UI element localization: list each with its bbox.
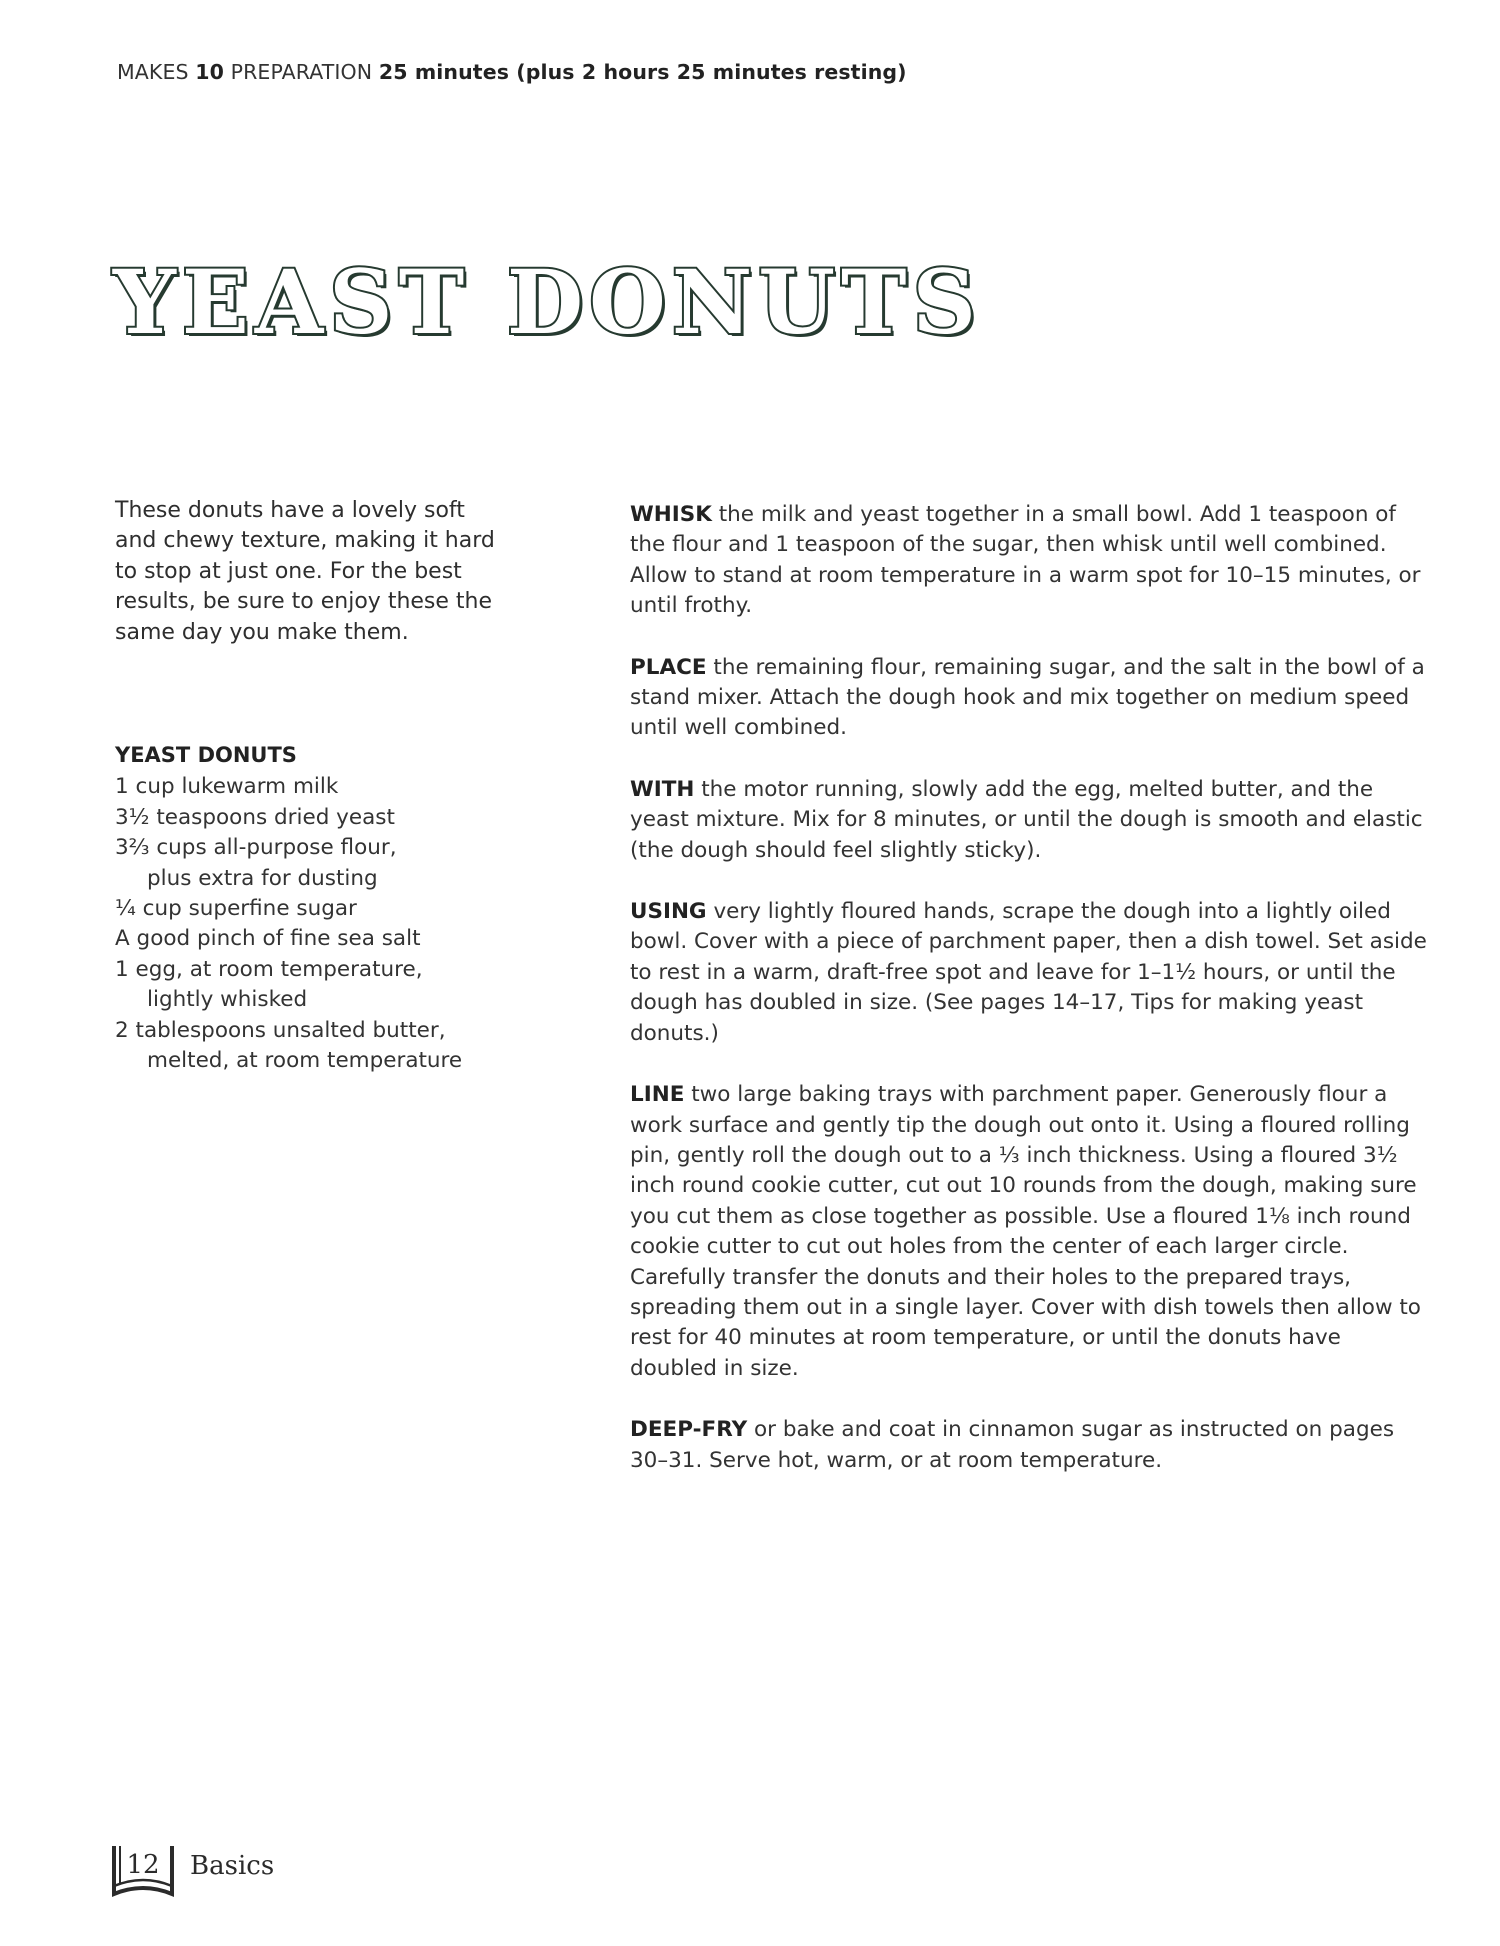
step-lead: DEEP-FRY <box>630 1417 748 1443</box>
ingredient-line: ¼ cup superfine sugar <box>115 896 357 922</box>
method-step <box>630 500 1430 622</box>
makes-label: MAKES <box>117 60 189 84</box>
method-step <box>630 897 1430 1049</box>
ingredients-heading: YEAST DONUTS <box>115 743 297 767</box>
page-footer <box>110 1842 274 1898</box>
ingredient-line: 1 egg, at room temperature, <box>115 956 423 982</box>
step-text: very lightly floured hands, scrape the dough into a lightly oiled bowl. Cover with a piece of parchment paper, then a dish towel. Set aside to rest in a warm, draft-free spot and leave for 1–1½ hours, or until the dough has doubled in size. (See pages 14–17, Tips for making yeast donuts.) <box>630 899 1427 1046</box>
recipe-intro: These donuts have a lovely soft and chewy texture, making it hard to stop at just one. For the best results, be sure to enjoy these the same day you make them. <box>115 498 495 645</box>
section-name: Basics <box>190 1851 275 1881</box>
step-text: or bake and coat in cinnamon sugar as instructed on pages 30–31. Serve hot, warm, or at room temperature. <box>630 1417 1395 1473</box>
recipe-title: YEAST DONUTS <box>113 250 983 354</box>
method-step <box>630 653 1430 744</box>
prep-label: PREPARATION <box>230 60 373 84</box>
ingredient-line: 1 cup lukewarm milk <box>115 774 339 800</box>
step-lead: LINE <box>630 1082 685 1108</box>
step-lead: PLACE <box>630 654 707 680</box>
ingredient-line: melted, at room temperature <box>147 1048 463 1074</box>
ingredient-line: lightly whisked <box>147 987 308 1013</box>
method-step <box>630 1415 1430 1476</box>
method-step <box>630 1080 1430 1384</box>
step-lead: USING <box>630 899 707 925</box>
step-text: the motor running, slowly add the egg, melted butter, and the yeast mixture. Mix for 8 minutes, or until the dough is smooth and elastic (the dough should feel slightly sticky). <box>630 776 1423 863</box>
prep-value: 25 minutes (plus 2 hours 25 minutes resting) <box>378 60 907 84</box>
step-lead: WITH <box>630 776 695 802</box>
step-text: the remaining flour, remaining sugar, and the salt in the bowl of a stand mixer. Attach the dough hook and mix together on medium speed until well combined. <box>630 654 1425 741</box>
page-number: 12 <box>126 1850 160 1880</box>
ingredient-line: plus extra for dusting <box>147 865 378 891</box>
step-text: the milk and yeast together in a small bowl. Add 1 teaspoon of the flour and 1 teaspoon of the sugar, then whisk until well combined. Allow to stand at room temperature in a warm spot for 10–15 minutes, or until frothy. <box>630 502 1421 619</box>
step-text: two large baking trays with parchment paper. Generously flour a work surface and gently tip the dough out onto it. Using a floured rolling pin, gently roll the dough out to a ⅓ inch thickness. Using a floured 3½ inch round cookie cutter, cut out 10 rounds from the dough, making sure you cut them as close together as possible. Use a floured 1⅛ inch round cookie cutter to cut out holes from the center of each larger circle. Carefully transfer the donuts and their holes to the prepared trays, spreading them out in a single layer. Cover with dish towels then allow to rest for 40 minutes at room temperature, or until the donuts have doubled in size. <box>630 1082 1421 1381</box>
makes-value: 10 <box>195 60 224 84</box>
step-lead: WHISK <box>630 502 712 527</box>
ingredient-line: 3½ teaspoons dried yeast <box>115 804 395 830</box>
recipe-meta <box>117 60 907 84</box>
ingredients-list <box>115 740 495 1076</box>
method-steps <box>630 500 1430 1507</box>
page-number-badge <box>110 1842 176 1898</box>
ingredient-line: 3⅔ cups all-purpose flour, <box>115 835 397 861</box>
method-step <box>630 775 1430 866</box>
ingredient-line: A good pinch of fine sea salt <box>115 926 421 952</box>
ingredient-line: 2 tablespoons unsalted butter, <box>115 1017 446 1043</box>
